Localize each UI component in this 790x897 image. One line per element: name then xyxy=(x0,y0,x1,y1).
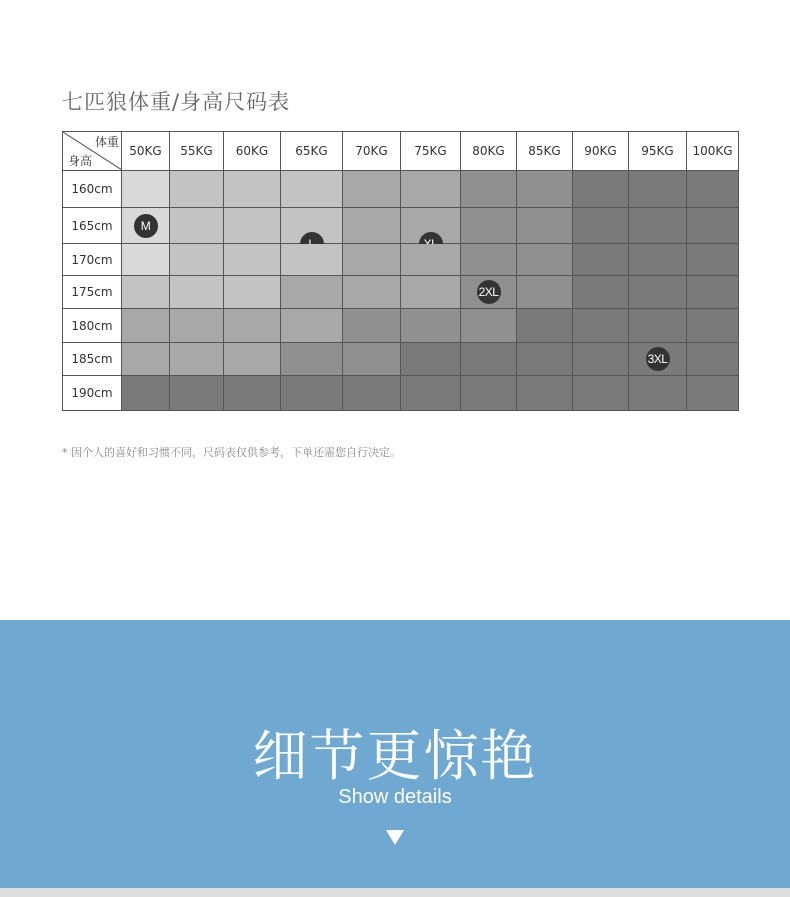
size-cell xyxy=(517,244,573,276)
size-cell xyxy=(401,343,461,376)
size-badge: M xyxy=(134,214,158,238)
size-cell xyxy=(170,244,224,276)
size-cell xyxy=(401,171,461,208)
size-cell xyxy=(517,171,573,208)
size-cell xyxy=(629,171,687,208)
size-cell xyxy=(170,309,224,343)
size-cell xyxy=(401,244,461,276)
size-cell xyxy=(122,171,170,208)
size-cell xyxy=(401,276,461,309)
weight-header: 50KG xyxy=(122,132,170,171)
weight-header: 55KG xyxy=(170,132,224,171)
size-cell xyxy=(687,276,739,309)
details-banner xyxy=(0,620,790,888)
table-row xyxy=(63,309,739,343)
size-cell xyxy=(281,276,343,309)
table-row xyxy=(63,276,739,309)
size-chart-body xyxy=(63,171,739,411)
size-cell xyxy=(687,343,739,376)
height-label: 190cm xyxy=(63,376,122,411)
size-cell xyxy=(461,171,517,208)
size-cell xyxy=(573,276,629,309)
table-row xyxy=(63,376,739,411)
height-label: 165cm xyxy=(63,208,122,244)
table-row xyxy=(63,244,739,276)
banner-title: 细节更惊艳 xyxy=(252,724,538,788)
size-cell xyxy=(687,244,739,276)
weight-header: 90KG xyxy=(573,132,629,171)
size-cell xyxy=(573,343,629,376)
size-cell xyxy=(461,309,517,343)
weight-header: 80KG xyxy=(461,132,517,171)
size-cell xyxy=(461,244,517,276)
size-cell xyxy=(517,309,573,343)
size-cell xyxy=(573,244,629,276)
height-label: 185cm xyxy=(63,343,122,376)
size-cell xyxy=(224,343,281,376)
banner-subtitle: Show details xyxy=(338,786,452,808)
weight-header: 95KG xyxy=(629,132,687,171)
size-cell xyxy=(170,208,224,244)
size-cell xyxy=(687,376,739,411)
height-label: 175cm xyxy=(63,276,122,309)
size-cell xyxy=(281,376,343,411)
size-cell xyxy=(281,208,343,244)
bottom-divider xyxy=(0,888,790,897)
size-cell xyxy=(573,309,629,343)
size-cell xyxy=(343,276,401,309)
size-cell xyxy=(224,171,281,208)
size-cell xyxy=(343,309,401,343)
size-cell xyxy=(461,276,517,309)
size-cell xyxy=(461,376,517,411)
height-label: 180cm xyxy=(63,309,122,343)
size-cell xyxy=(517,276,573,309)
size-cell xyxy=(461,208,517,244)
size-cell xyxy=(343,171,401,208)
size-cell xyxy=(224,309,281,343)
size-cell xyxy=(122,244,170,276)
size-cell xyxy=(629,309,687,343)
size-cell xyxy=(629,276,687,309)
size-cell xyxy=(461,343,517,376)
size-badge: 2XL xyxy=(477,280,501,304)
size-cell xyxy=(687,309,739,343)
height-axis-label: 身高 xyxy=(68,154,93,168)
size-cell xyxy=(629,244,687,276)
size-cell xyxy=(343,244,401,276)
table-corner-header xyxy=(63,132,122,171)
size-cell xyxy=(170,343,224,376)
size-cell xyxy=(343,376,401,411)
table-row xyxy=(63,208,739,244)
height-label: 170cm xyxy=(63,244,122,276)
height-label: 160cm xyxy=(63,171,122,208)
size-cell xyxy=(224,208,281,244)
weight-header: 85KG xyxy=(517,132,573,171)
weight-header: 75KG xyxy=(401,132,461,171)
table-row xyxy=(63,343,739,376)
size-chart-table xyxy=(62,131,739,411)
weight-header: 100KG xyxy=(687,132,739,171)
table-row xyxy=(63,171,739,208)
size-cell xyxy=(629,343,687,376)
size-cell xyxy=(281,309,343,343)
size-cell xyxy=(573,171,629,208)
size-cell xyxy=(281,244,343,276)
size-cell xyxy=(281,171,343,208)
size-cell xyxy=(517,208,573,244)
size-cell xyxy=(224,376,281,411)
size-cell xyxy=(517,376,573,411)
size-cell xyxy=(170,276,224,309)
disclaimer-note: * 因个人的喜好和习惯不同，尺码表仅供参考，下单还需您自行决定。 xyxy=(62,446,401,459)
size-cell xyxy=(122,309,170,343)
weight-header: 65KG xyxy=(281,132,343,171)
size-cell xyxy=(629,208,687,244)
size-cell xyxy=(401,208,461,244)
size-cell xyxy=(687,208,739,244)
weight-header: 60KG xyxy=(224,132,281,171)
size-cell xyxy=(122,376,170,411)
size-cell xyxy=(122,343,170,376)
weight-header: 70KG xyxy=(343,132,401,171)
size-cell xyxy=(343,343,401,376)
size-cell xyxy=(122,276,170,309)
size-cell xyxy=(343,208,401,244)
size-cell xyxy=(573,376,629,411)
size-badge: 3XL xyxy=(646,347,670,371)
triangle-down-icon xyxy=(386,830,404,845)
page-title: 七匹狼体重/身高尺码表 xyxy=(62,90,291,114)
size-cell xyxy=(224,276,281,309)
size-cell xyxy=(629,376,687,411)
size-cell xyxy=(517,343,573,376)
size-cell xyxy=(281,343,343,376)
size-cell xyxy=(401,309,461,343)
size-cell xyxy=(170,376,224,411)
size-cell xyxy=(122,208,170,244)
size-cell xyxy=(224,244,281,276)
size-cell xyxy=(573,208,629,244)
size-cell xyxy=(170,171,224,208)
size-cell xyxy=(687,171,739,208)
size-cell xyxy=(401,376,461,411)
weight-axis-label: 体重 xyxy=(94,135,119,149)
